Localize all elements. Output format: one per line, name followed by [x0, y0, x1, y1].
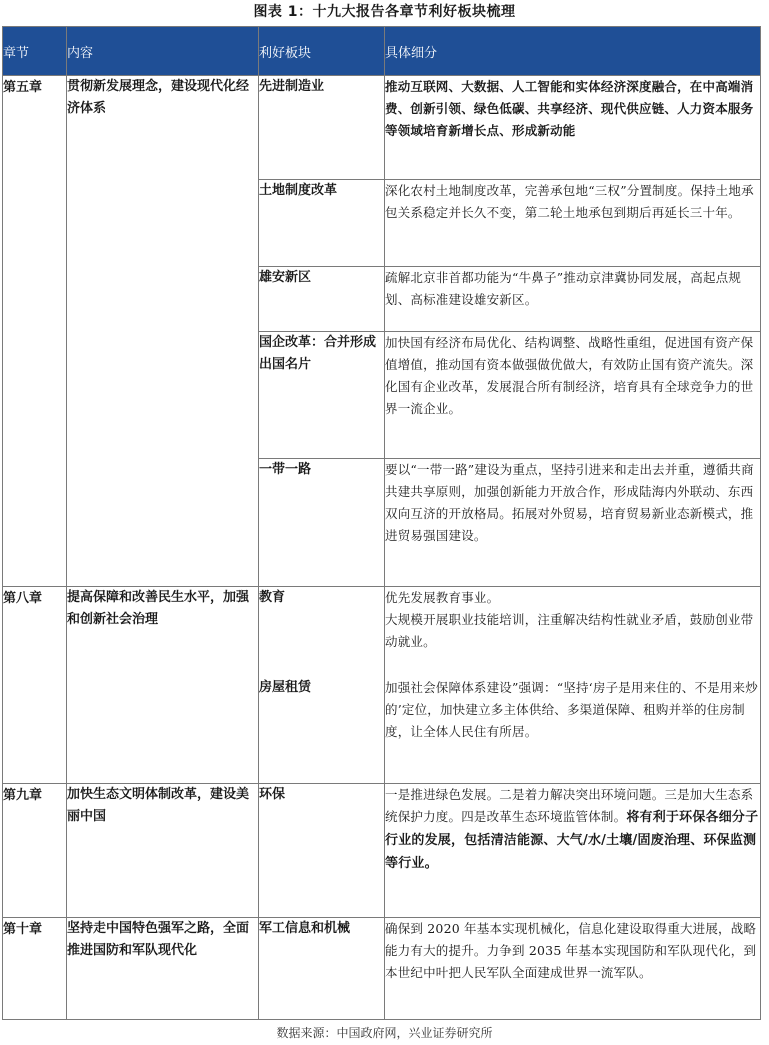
detail-cell — [385, 76, 761, 180]
detail-cell: 确保到 2020 年基本实现机械化，信息化建设取得重大进展，战略能力有大的提升。力争到 2035 年基本实现国防和军队现代化，到本世纪中叶把人民军队全面建成世界一流军队。 — [385, 918, 761, 1020]
content-cell: 坚持走中国特色强军之路，全面推进国防和军队现代化 — [67, 918, 259, 1020]
detail-cell: 加强社会保障体系建设”强调：“坚持‘房子是用来住的、不是用来炒的’定位，加快建立多主体供给、多渠道保障、租购并举的住房制度，让全体人民住有所居。 — [385, 673, 761, 784]
detail-cell: 加快国有经济布局优化、结构调整、战略性重组，促进国有资产保值增值，推动国有资本做强做优做大，有效防止国有资产流失。深化国有企业改革，发展混合所有制经济，培育具有全球竞争力的世界一流企业。 — [385, 332, 761, 459]
figure-title: 图表 1：十九大报告各章节利好板块梳理 — [253, 4, 516, 20]
sector-cell: 先进制造业 — [259, 76, 385, 180]
detail-cell — [385, 784, 761, 918]
sector-cell: 环保 — [259, 784, 385, 918]
table-row — [3, 587, 761, 673]
header-chapter: 章节 — [3, 27, 67, 76]
content-cell: 提高保障和改善民生水平，加强和创新社会治理 — [67, 587, 259, 784]
chapter-cell: 第十章 — [3, 918, 67, 1020]
chapter-cell: 第五章 — [3, 76, 67, 587]
detail-cell: 优先发展教育事业。 大规模开展职业技能培训，注重解决结构性就业矛盾，鼓励创业带动就业。 — [385, 587, 761, 673]
sector-table — [2, 26, 761, 1020]
table-header-row — [3, 27, 761, 76]
sector-cell: 教育 — [259, 587, 385, 673]
header-sector: 利好板块 — [259, 27, 385, 76]
content-cell: 贯彻新发展理念，建设现代化经济体系 — [67, 76, 259, 587]
detail-bold-text: 推动互联网、大数据、人工智能和实体经济深度融合，在中高端消费、创新引领、绿色低碳、共享经济、现代供应链、人力资本服务等领域培育新增长点、形成新动能 — [385, 79, 754, 138]
sector-cell: 房屋租赁 — [259, 673, 385, 784]
sector-cell: 一带一路 — [259, 459, 385, 587]
chapter-cell: 第九章 — [3, 784, 67, 918]
chapter-cell: 第八章 — [3, 587, 67, 784]
content-cell: 加快生态文明体制改革，建设美丽中国 — [67, 784, 259, 918]
table-row — [3, 784, 761, 918]
header-content: 内容 — [67, 27, 259, 76]
detail-cell: 要以“一带一路”建设为重点，坚持引进来和走出去并重，遵循共商共建共享原则，加强创新能力开放合作，形成陆海内外联动、东西双向互济的开放格局。拓展对外贸易，培育贸易新业态新模式，推进贸易强国建设。 — [385, 459, 761, 587]
sector-cell: 土地制度改革 — [259, 180, 385, 267]
detail-bold-text: 将有利于环保各细分子行业的发展，包括清洁能源、大气/水/土壤/固废治理、环保监测等行业。 — [385, 810, 759, 871]
table-row — [3, 76, 761, 180]
table-row — [3, 918, 761, 1020]
detail-cell: 疏解北京非首都功能为“牛鼻子”推动京津冀协同发展，高起点规划、高标准建设雄安新区。 — [385, 267, 761, 332]
source-note: 数据来源：中国政府网，兴业证券研究所 — [276, 1026, 493, 1040]
sector-cell: 雄安新区 — [259, 267, 385, 332]
sector-cell: 军工信息和机械 — [259, 918, 385, 1020]
header-detail: 具体细分 — [385, 27, 761, 76]
sector-cell: 国企改革：合并形成出国名片 — [259, 332, 385, 459]
detail-cell: 深化农村土地制度改革，完善承包地“三权”分置制度。保持土地承包关系稳定并长久不变，第二轮土地承包到期后再延长三十年。 — [385, 180, 761, 267]
detail-text: 一是推进绿色发展。二是着力解决突出环境问题。三是加大生态系统保护力度。四是改革生态环境监管体制。 — [385, 787, 754, 824]
